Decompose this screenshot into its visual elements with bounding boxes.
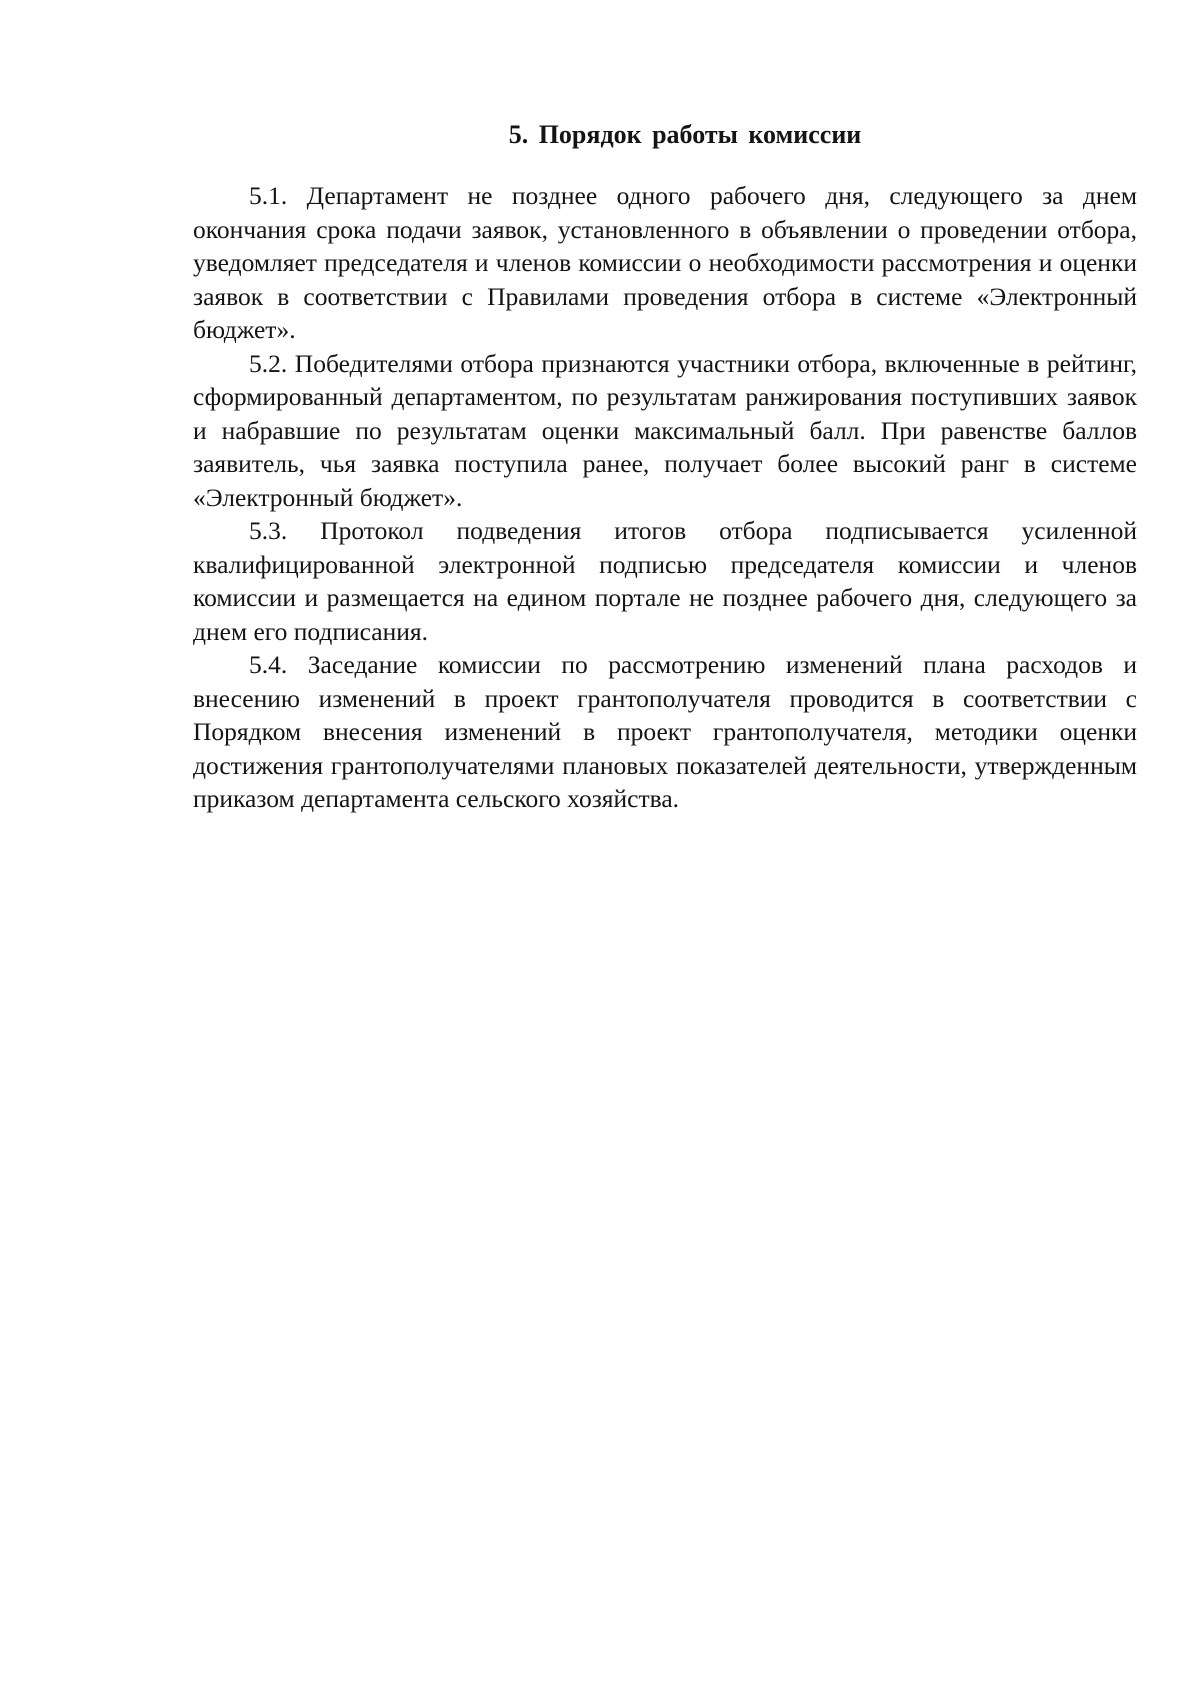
paragraph-5-3: 5.3. Протокол подведения итогов отбора подписывается усиленной квалифицированной электронной подписью председателя комиссии и членов комиссии и размещается на едином портале не позднее рабочего дня, следующего за днем его подписания. xyxy=(193,516,1137,646)
document-body xyxy=(193,118,1137,816)
paragraph-5-1: 5.1. Департамент не позднее одного рабочего дня, следующего за днем окончания срока подачи заявок, установленного в объявлении о проведении отбора, уведомляет председателя и членов комиссии о необходимости рассмотрения и оценки заявок в соответствии с Правилами проведения отбора в системе «Электронный бюджет». xyxy=(193,181,1137,344)
section-title: 5. Порядок работы комиссии xyxy=(508,120,862,149)
paragraph-5-2: 5.2. Победителями отбора признаются участники отбора, включенные в рейтинг, сформированный департаментом, по результатам ранжирования поступивших заявок и набравшие по результатам оценки максимальный балл. При равенстве баллов заявитель, чья заявка поступила ранее, получает более высокий ранг в системе «Электронный бюджет». xyxy=(193,348,1137,512)
paragraph-5-4: 5.4. Заседание комиссии по рассмотрению изменений плана расходов и внесению изменений в проект грантополучателя проводится в соответствии с Порядком внесения изменений в проект грантополучателя, методики оценки достижения грантополучателями плановых показателей деятельности, утвержденным приказом департамента сельского хозяйства. xyxy=(193,650,1137,813)
